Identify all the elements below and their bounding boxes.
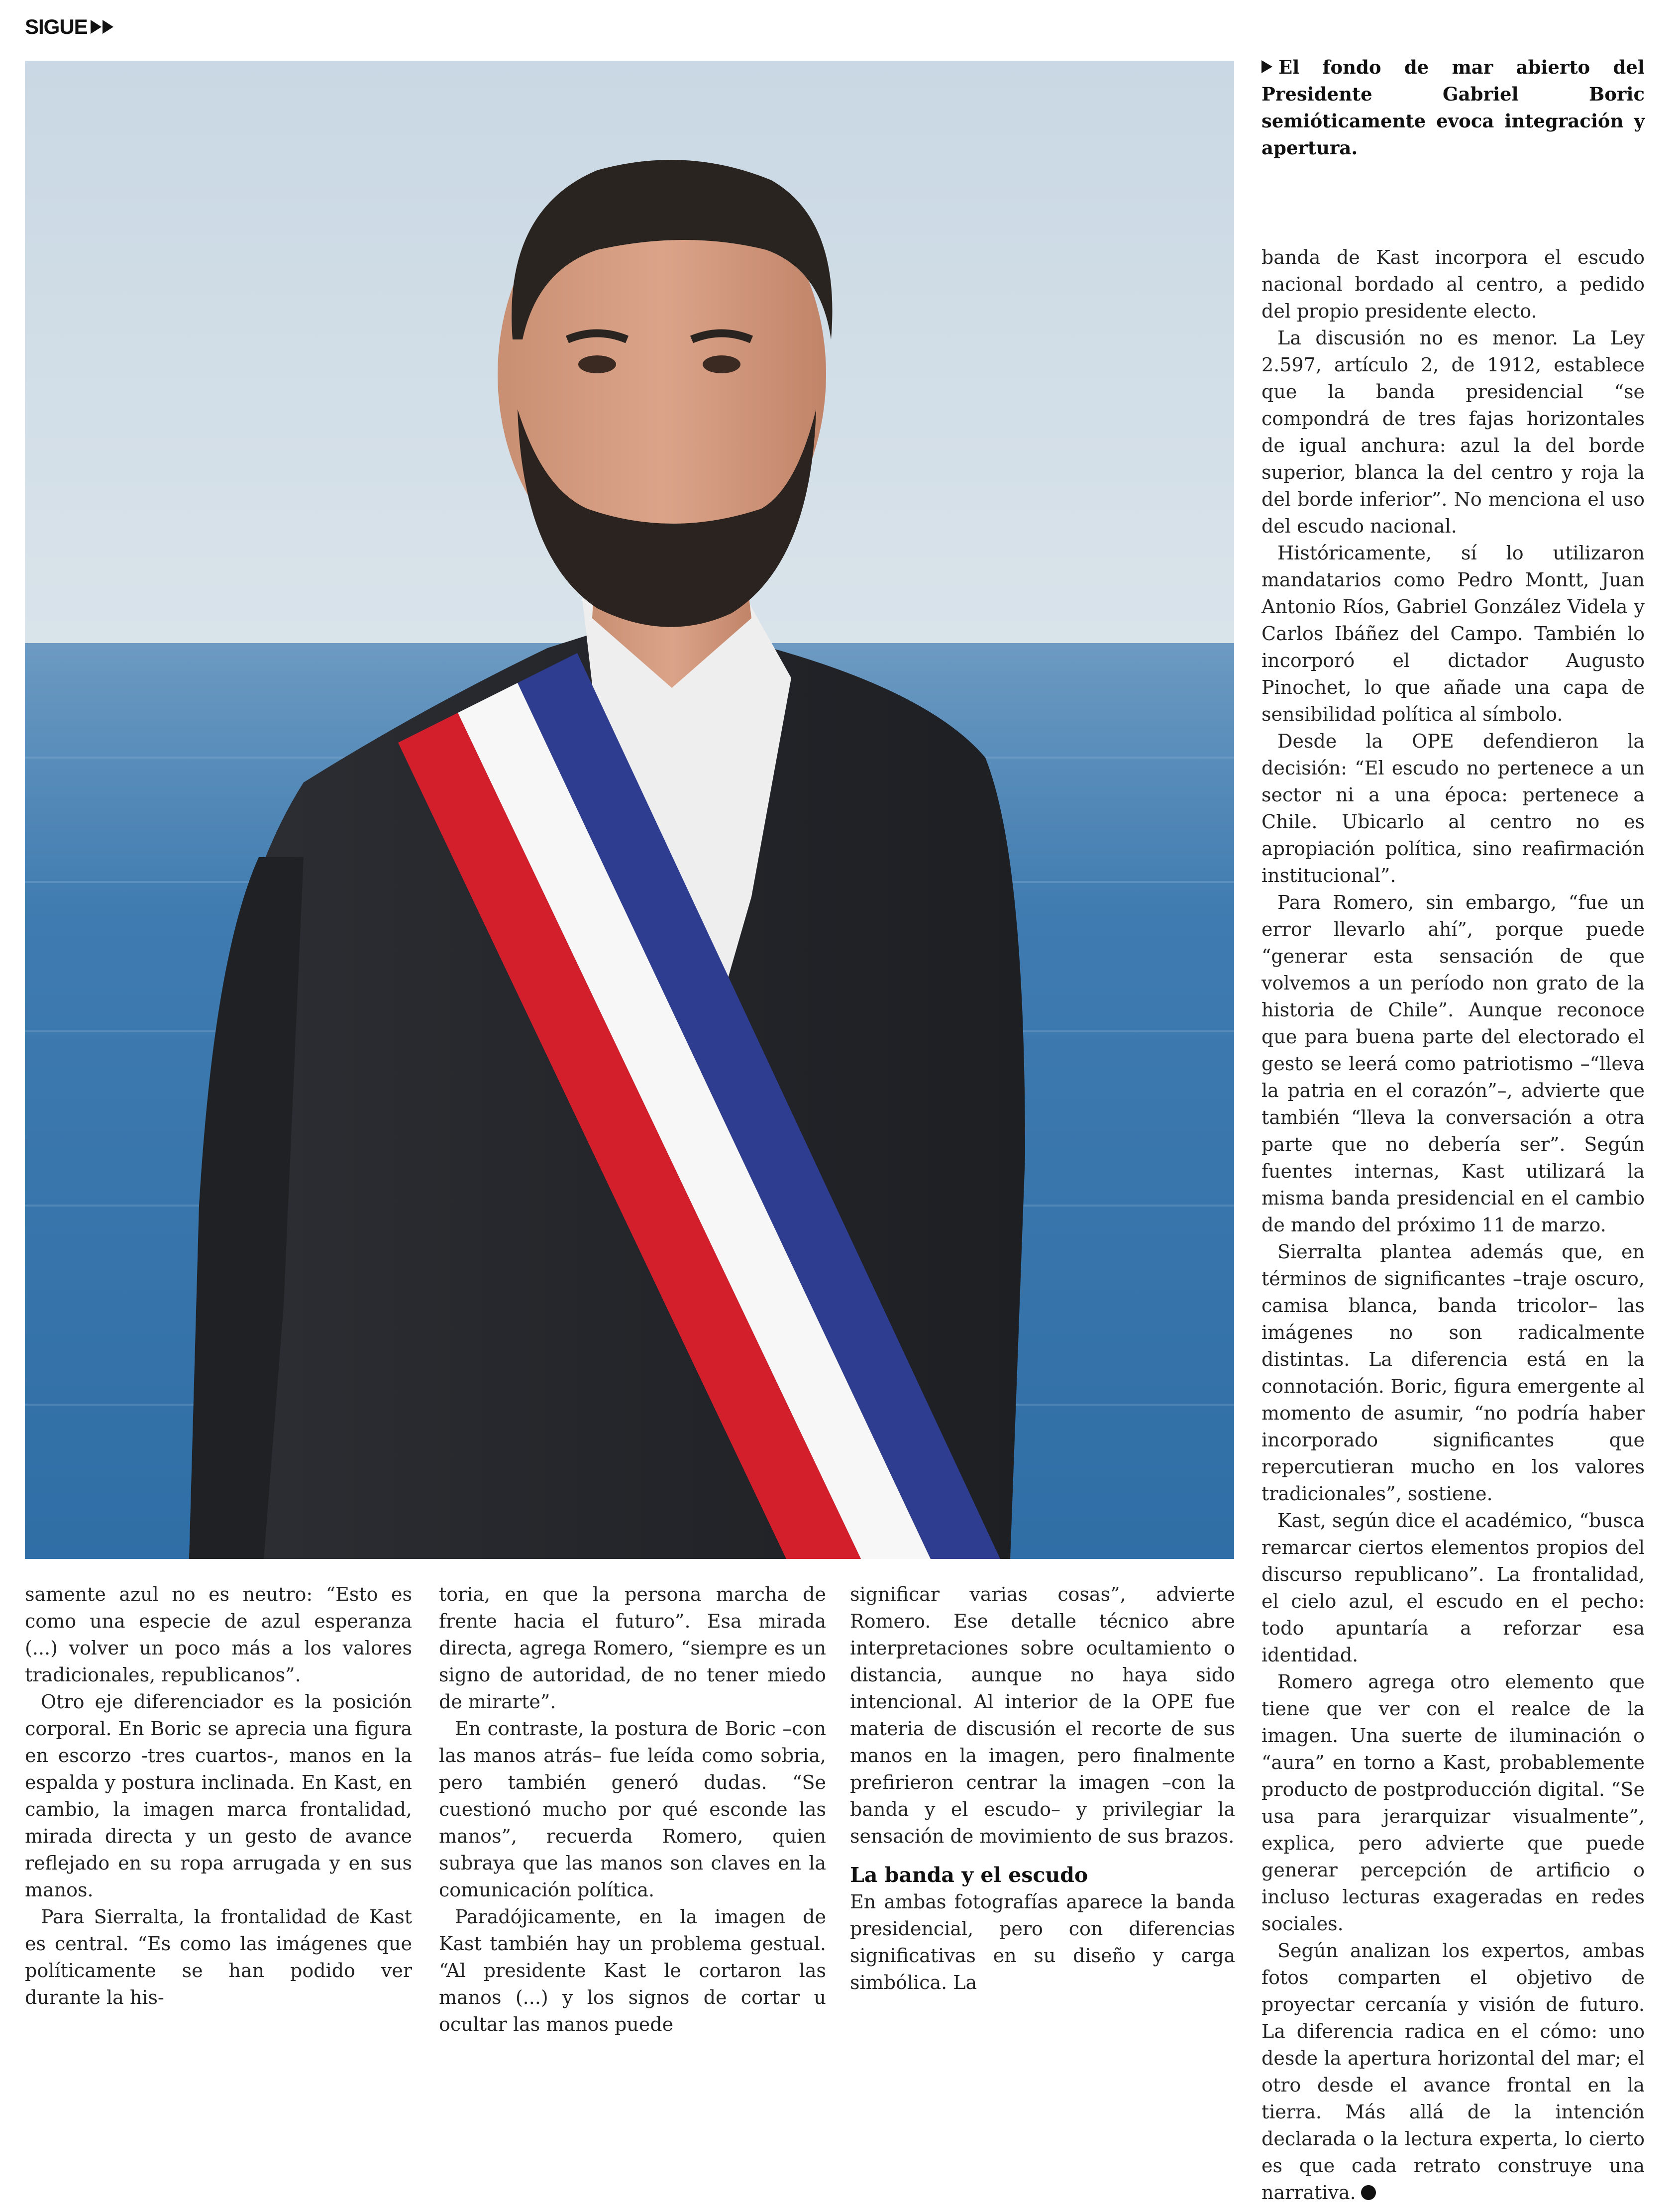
section-label [25, 15, 113, 39]
end-mark-icon [1361, 2185, 1376, 2200]
article-column-2 [439, 1581, 826, 2038]
paragraph: Para Sierralta, la frontalidad de Kast es central. “Es como las imágenes que políticamente se han podido ver durante la his- [25, 1906, 412, 2008]
paragraph: Desde la OPE defendieron la decisión: “El escudo no pertenece a un sector ni a una época: pertenece a Chile. Ubicarlo al centro no es apropiación política, sino reafirmación institucional”. [1261, 730, 1645, 886]
photo-caption [1261, 54, 1645, 161]
paragraph: En contraste, la postura de Boric –con las manos atrás– fue leída como sobria, pero también generó dudas. “Se cuestionó mucho por qué esconde las manos”, recuerda Romero, quien subraya que las manos son claves en la comunicación política. [439, 1718, 826, 1901]
last-paragraph [1261, 1937, 1645, 2206]
paragraph: Para Romero, sin embargo, “fue un error llevarlo ahí”, porque puede “generar esta sensación de que volvemos a un período non grato de la historia de Chile”. Aunque reconoce que para buena parte del electorado el gesto se leerá como patriotismo –“lleva la patria en el corazón”–, advierte que también “lleva la conversación a otra parte que no debería ser”. Según fuentes internas, Kast utilizará la misma banda presidencial en el cambio de mando del próximo 11 de marzo. [1261, 891, 1645, 1236]
article-column-3 [850, 1581, 1235, 1996]
paragraph: banda de Kast incorpora el escudo nacional bordado al centro, a pedido del propio presidente electo. [1261, 246, 1645, 322]
paragraph: samente azul no es neutro: “Esto es como una especie de azul esperanza (...) volver un poco más a los valores tradicionales, republicanos”. [25, 1583, 412, 1686]
article-column-1 [25, 1581, 412, 2011]
paragraph: Romero agrega otro elemento que tiene que ver con el realce de la imagen. Una suerte de iluminación o “aura” en torno a Kast, probablemente producto de postproducción digital. “Se usa para jerarquizar visualmente”, explica, pero advierte que puede generar percepción de artificio o incluso lecturas exageradas en redes sociales. [1261, 1671, 1645, 1935]
paragraph: Kast, según dice el académico, “busca remarcar ciertos elementos propios del discurso republicano”. La frontalidad, el cielo azul, el escudo en el pecho: todo apuntaría a reforzar esa identidad. [1261, 1510, 1645, 1666]
caption-arrow-icon [1261, 60, 1272, 73]
caption-text: El fondo de mar abierto del Presidente Gabriel Boric semióticamente evoca integración y apertura. [1261, 56, 1645, 159]
paragraph: Históricamente, sí lo utilizaron mandatarios como Pedro Montt, Juan Antonio Ríos, Gabriel González Videla y Carlos Ibáñez del Campo. También lo incorporó el dictador Augusto Pinochet, lo que añade una capa de sensibilidad política al símbolo. [1261, 542, 1645, 725]
portrait-illustration [25, 61, 1234, 1559]
paragraph: significar varias cosas”, advierte Romero. Ese detalle técnico abre interpretaciones sobre ocultamiento o distancia, aunque no haya sido intencional. Al interior de la OPE fue materia de discusión el recorte de sus manos en la imagen, pero finalmente prefirieron centrar la imagen –con la banda y el escudo– y privilegiar la sensación de movimiento de sus brazos. [850, 1583, 1235, 1847]
paragraph: En ambas fotografías aparece la banda presidencial, pero con diferencias significativas en su diseño y carga simbólica. La [850, 1891, 1235, 1993]
paragraph: La discusión no es menor. La Ley 2.597, artículo 2, de 1912, establece que la banda presidencial “se compondrá de tres fajas horizontales de igual anchura: azul la del borde superior, blanca la del centro y roja la del borde inferior”. No menciona el uso del escudo nacional. [1261, 327, 1645, 537]
article-column-4 [1261, 244, 1645, 2206]
paragraph: Otro eje diferenciador es la posición corporal. En Boric se aprecia una figura en escorzo -tres cuartos-, manos en la espalda y postura inclinada. En Kast, en cambio, la imagen marca frontalidad, mirada directa y un gesto de avance reflejado en su ropa arrugada y en sus manos. [25, 1691, 412, 1901]
subheading: La banda y el escudo [850, 1863, 1088, 1887]
paragraph: Sierralta plantea además que, en términos de significantes –traje oscuro, camisa blanca, banda tricolor– las imágenes no son radicalmente distintas. La diferencia está en la connotación. Boric, figura emergente al momento de asumir, “no podría haber incorporado significantes que repercutieran mucho en los valores tradicionales”, sostiene. [1261, 1241, 1645, 1505]
section-label-text: SIGUE [25, 15, 88, 38]
paragraph-text: Según analizan los expertos, ambas fotos comparten el objetivo de proyectar cercanía y visión de futuro. La diferencia radica en el cómo: uno desde la apertura horizontal del mar; el otro desde el avance frontal en la tierra. Más allá de la intención declarada o la lectura experta, lo cierto es que cada retrato construye una narrativa. [1261, 1940, 1645, 2204]
paragraph: Paradójicamente, en la imagen de Kast también hay un problema gestual. “Al presidente Kast le cortaron las manos (...) y los signos de cortar u ocultar las manos puede [439, 1906, 826, 2035]
portrait-photo [25, 61, 1234, 1559]
paragraph: toria, en que la persona marcha de frente hacia el futuro”. Esa mirada directa, agrega Romero, “siempre es un signo de autoridad, de no tener miedo de mirarte”. [439, 1583, 826, 1713]
double-arrow-icon [91, 20, 113, 34]
